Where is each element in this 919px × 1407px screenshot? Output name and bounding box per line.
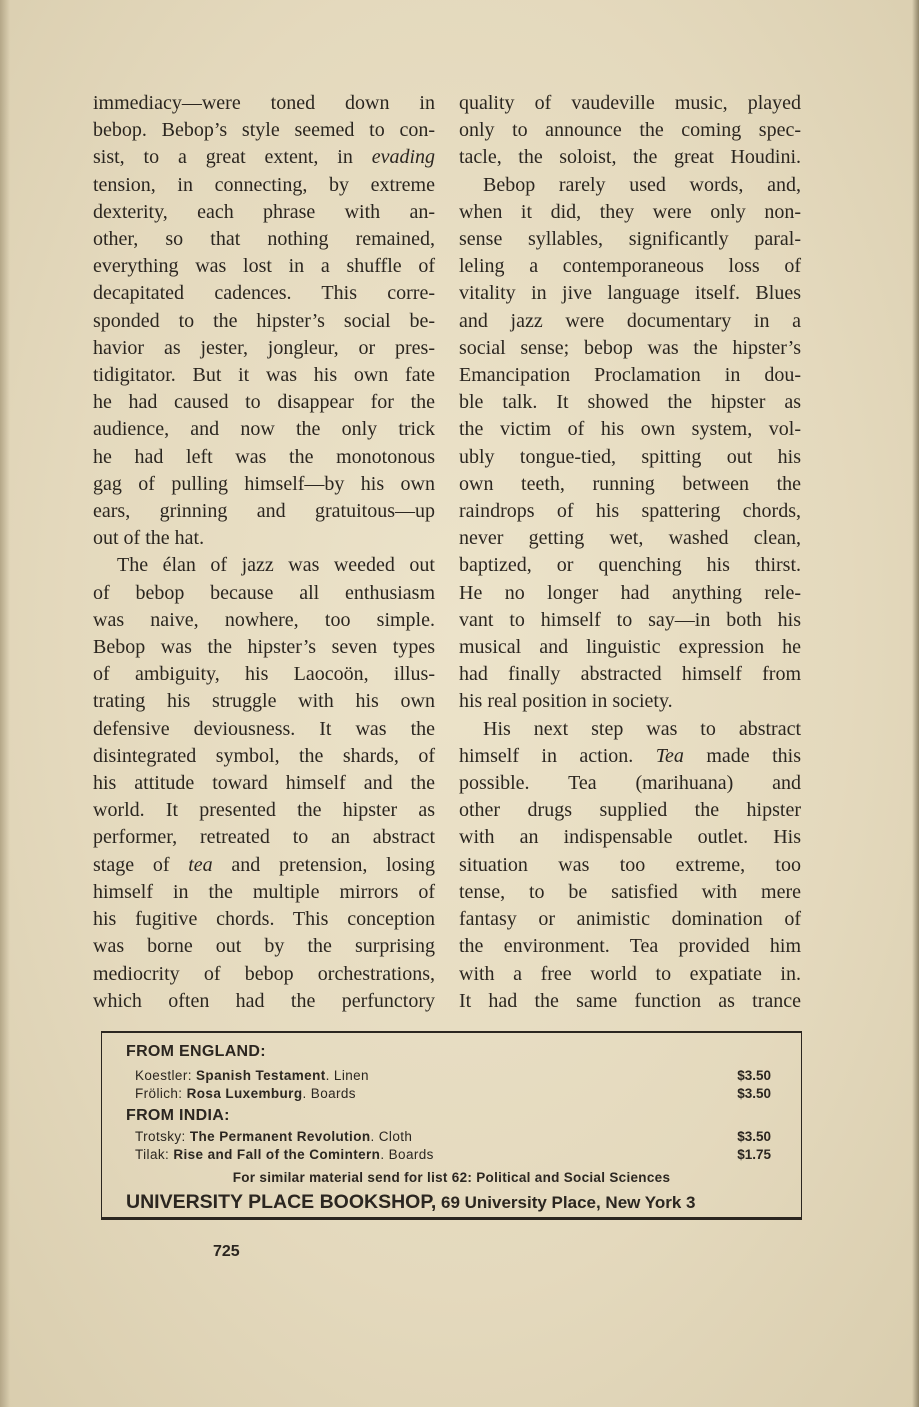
- text-line: social sense; bebop was the hipster’s: [459, 336, 801, 359]
- text-line: trating his struggle with his own: [93, 690, 435, 713]
- text-line: [93, 852, 435, 879]
- text-line: with a free world to expatiate in.: [459, 962, 801, 985]
- text-line: ble talk. It showed the hipster as: [459, 391, 801, 414]
- text-line: he had caused to disappear for the: [93, 391, 435, 414]
- page-number: 725: [213, 1243, 240, 1260]
- text-line: with an indispensable outlet. His: [459, 826, 801, 849]
- text-line: gag of pulling himself—by his own: [93, 472, 435, 495]
- paragraph: [93, 552, 435, 1014]
- book-price: $3.50: [737, 1068, 771, 1083]
- text-line: It had the same function as trance: [459, 989, 801, 1012]
- text-line: out of the hat.: [93, 527, 205, 550]
- text-line: was borne out by the surprising: [93, 935, 435, 958]
- text-line: other drugs supplied the hipster: [459, 799, 801, 822]
- book-item: [135, 1129, 412, 1144]
- text-line: everything was lost in a shuffle of: [93, 255, 435, 278]
- text-column-right: [459, 90, 801, 1015]
- text-line: was naive, nowhere, too simple.: [93, 608, 435, 631]
- text-line: Emancipation Proclamation in dou-: [459, 364, 801, 387]
- text-span: sist, to a great extent, in: [93, 146, 372, 169]
- text-line: He no longer had anything rele-: [459, 581, 801, 604]
- text-line: his fugitive chords. This conception: [93, 908, 435, 931]
- text-line: [459, 743, 801, 770]
- book-binding: . Cloth: [370, 1129, 413, 1144]
- text-line: vitality in jive language itself. Blues: [459, 282, 801, 305]
- text-line: world. It presented the hipster as: [93, 799, 435, 822]
- text-line: havior as jester, jongleur, or pres-: [93, 336, 435, 359]
- book-title: The Permanent Revolution: [189, 1129, 371, 1144]
- text-line: and jazz were documentary in a: [459, 309, 801, 332]
- book-price: $3.50: [737, 1086, 771, 1101]
- text-line: performer, retreated to an abstract: [93, 826, 435, 849]
- text-line: his attitude toward himself and the: [93, 772, 435, 795]
- text-line: possible. Tea (marihuana) and: [459, 772, 801, 795]
- text-line: His next step was to abstract: [483, 717, 801, 740]
- book-binding: . Boards: [380, 1147, 434, 1162]
- text-line: baptized, or quenching his thirst.: [459, 554, 801, 577]
- text-span: and pretension, losing: [212, 853, 435, 876]
- paragraph: [459, 90, 801, 172]
- paragraph: [459, 172, 801, 716]
- text-line: fantasy or animistic domination of: [459, 908, 801, 931]
- paragraph: [93, 90, 435, 552]
- book-title: Rise and Fall of the Comintern: [173, 1147, 381, 1162]
- text-line: mediocrity of bebop orchestrations,: [93, 962, 435, 985]
- text-line: ears, grinning and gratuitous—up: [93, 500, 435, 523]
- italic-word: tea: [188, 853, 213, 876]
- text-line: own teeth, running between the: [459, 472, 801, 495]
- text-line: which often had the perfunctory: [93, 989, 435, 1012]
- text-line: tidigitator. But it was his own fate: [93, 364, 435, 387]
- book-price: $3.50: [737, 1129, 771, 1144]
- text-line: bebop. Bebop’s style seemed to con-: [93, 119, 435, 142]
- text-line: he had left was the monotonous: [93, 445, 435, 468]
- text-line: never getting wet, washed clean,: [459, 527, 801, 550]
- book-author: Tilak:: [135, 1147, 174, 1162]
- text-line: only to announce the coming spec-: [459, 119, 801, 142]
- page-right-edge-shadow: [912, 0, 919, 1407]
- catalog-note: For similar material send for list 62: Political and Social Sciences: [232, 1170, 671, 1185]
- text-line: Bebop was the hipster’s seven types: [93, 636, 435, 659]
- text-line: of bebop because all enthusiasm: [93, 581, 435, 604]
- italic-word: Tea: [655, 744, 684, 767]
- italic-word: evading: [371, 146, 435, 169]
- book-binding: . Boards: [302, 1086, 356, 1101]
- text-span: stage of: [93, 853, 189, 876]
- text-line: dexterity, each phrase with an-: [93, 200, 435, 223]
- text-line: sense syllables, significantly paral-: [459, 228, 801, 251]
- bookshop-name-address: [126, 1191, 696, 1214]
- text-line: [93, 144, 435, 171]
- book-author: Trotsky:: [135, 1129, 190, 1144]
- text-line: tacle, the soloist, the great Houdini.: [459, 146, 801, 169]
- book-item: [135, 1068, 369, 1083]
- text-line: his real position in society.: [459, 690, 673, 713]
- text-span: made this: [683, 744, 801, 767]
- bookshop-address: 69 University Place, New York 3: [436, 1193, 696, 1212]
- text-line: other, so that nothing remained,: [93, 228, 435, 251]
- book-title: Rosa Luxemburg: [186, 1086, 303, 1101]
- text-line: the environment. Tea provided him: [459, 935, 801, 958]
- bookshop-name: UNIVERSITY PLACE BOOKSHOP,: [126, 1191, 437, 1213]
- book-item: [135, 1086, 356, 1101]
- text-line: had finally abstracted himself from: [459, 663, 801, 686]
- book-author: Koestler:: [135, 1068, 197, 1083]
- book-title: Spanish Testament: [196, 1068, 326, 1083]
- text-line: disintegrated symbol, the shards, of: [93, 744, 435, 767]
- text-line: tension, in connecting, by extreme: [93, 173, 435, 196]
- section-heading-england: FROM ENGLAND:: [126, 1043, 266, 1060]
- section-heading-india: FROM INDIA:: [126, 1107, 230, 1124]
- page-left-edge-shadow: [0, 0, 10, 1407]
- text-line: raindrops of his spattering chords,: [459, 500, 801, 523]
- text-line: musical and linguistic expression he: [459, 636, 801, 659]
- text-line: vant to himself to say—in both his: [459, 608, 801, 631]
- text-span: himself in action.: [459, 744, 656, 767]
- text-line: ubly tongue-tied, spitting out his: [459, 445, 801, 468]
- text-column-left: [93, 90, 435, 1015]
- text-line: sponded to the hipster’s social be-: [93, 309, 435, 332]
- book-item: [135, 1147, 434, 1162]
- text-line: situation was too extreme, too: [459, 853, 801, 876]
- text-line: decapitated cadences. This corre-: [93, 282, 435, 305]
- text-line: audience, and now the only trick: [93, 418, 435, 441]
- text-line: defensive deviousness. It was the: [93, 717, 435, 740]
- bookshop-advertisement: [101, 1031, 802, 1220]
- text-line: of ambiguity, his Laocoön, illus-: [93, 663, 435, 686]
- paragraph: [459, 716, 801, 1015]
- book-author: Frölich:: [135, 1086, 187, 1101]
- text-line: when it did, they were only non-: [459, 200, 801, 223]
- text-line: himself in the multiple mirrors of: [93, 880, 435, 903]
- text-line: leling a contemporaneous loss of: [459, 255, 801, 278]
- text-line: The élan of jazz was weeded out: [117, 554, 435, 577]
- book-price: $1.75: [737, 1147, 771, 1162]
- text-line: quality of vaudeville music, played: [459, 92, 801, 114]
- text-line: tense, to be satisfied with mere: [459, 880, 801, 903]
- text-line: the victim of his own system, vol-: [459, 418, 801, 441]
- book-binding: . Linen: [325, 1068, 369, 1083]
- text-line: immediacy—were toned down in: [93, 92, 435, 114]
- text-line: Bebop rarely used words, and,: [483, 173, 801, 196]
